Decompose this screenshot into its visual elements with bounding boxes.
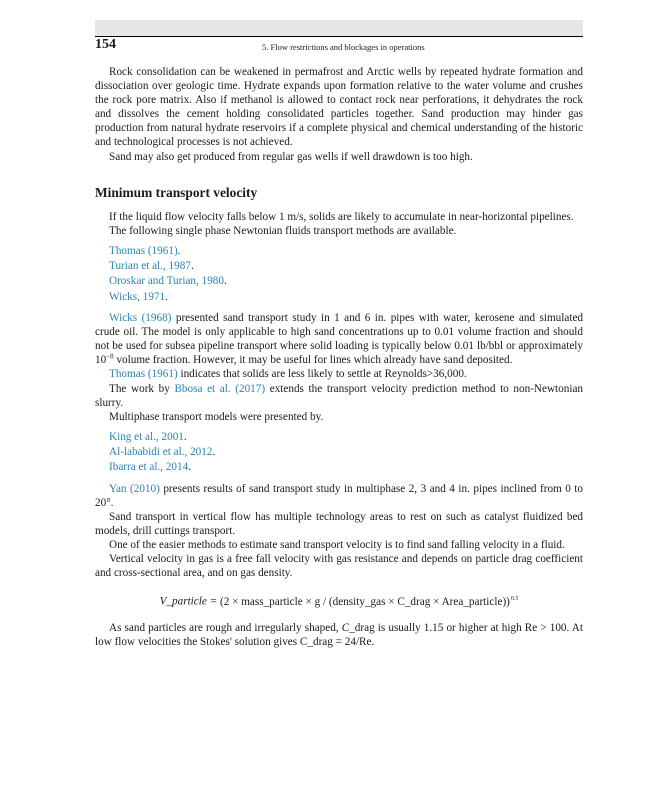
citation-link[interactable]: Bbosa et al. (2017) [174,382,266,395]
paragraph: The work by Bbosa et al. (2017) extends the transport velocity prediction method to non-Newtonian slurry. [95,382,584,409]
reference-item: King et al., 2001. [109,430,187,443]
reference-item: Turian et al., 1987. [109,260,194,273]
citation-link[interactable]: Al-lababidi et al., 2012 [109,446,213,459]
running-head: 5. Flow restrictions and blockages in operations [262,42,425,52]
paragraph: Rock consolidation can be weakened in permafrost and Arctic wells by repeated hydrate formation and dissociation over geologic time. Hydrate expands upon formation relative to the water volume and crushes the rock pore matrix. Also if methanol is allowed to contact rock near perforations, it dehydrates the rock and dissolves the cement holding consolidated particles together. Sand production may hinder gas production from natural hydrate reservoirs if a complete physical and chemical understanding of the historic and technological processes is not achieved. [95,66,583,149]
paragraph: If the liquid flow velocity falls below 1 m/s, solids are likely to accumulate in near-horizontal pipelines. [109,210,574,223]
citation-link[interactable]: Ibarra et al., 2014 [109,461,189,474]
paragraph: As sand particles are rough and irregularly shaped, C_drag is usually 1.15 or higher at high Re > 100. At low flow velocities the Stokes' solution gives C_drag = 24/Re. [95,622,583,649]
equation-lhs: V_particle = [159,596,220,609]
citation-link[interactable]: Wicks, 1971 [109,290,166,303]
citation-link[interactable]: Yan (2010) [109,482,160,495]
section-heading: Minimum transport velocity [95,184,258,200]
reference-list [95,244,583,305]
paragraph: The following single phase Newtonian fluids transport methods are available. [109,224,457,237]
reference-list [95,430,583,476]
reference-item: Oroskar and Turian, 1980. [109,275,227,288]
citation-link[interactable]: King et al., 2001 [109,430,184,443]
citation-link[interactable]: Wicks (1968) [109,312,172,325]
header-bar [95,20,583,36]
paragraph: One of the easier methods to estimate sand transport velocity is to find sand falling velocity in a fluid. [109,539,565,552]
paragraph: Multiphase transport models were presented by. [109,410,324,423]
page-number: 154 [95,37,116,52]
equation [95,592,583,609]
paragraph: Sand transport in vertical flow has multiple technology areas to rest on such as catalyst fluidized bed models, drill cuttings transport. [95,510,583,537]
reference-item: Ibarra et al., 2014. [109,461,192,474]
paragraph: Yan (2010) presents results of sand transport study in multiphase 2, 3 and 4 in. pipes inclined from 0 to 20°. [95,482,584,509]
header-rule [95,36,583,37]
paragraph: Sand may also get produced from regular gas wells if well drawdown is too high. [109,150,473,163]
paragraph: Thomas (1961) indicates that solids are less likely to settle at Reynolds>36,000. [109,368,467,381]
citation-link[interactable]: Thomas (1961) [109,244,178,257]
citation-link[interactable]: Oroskar and Turian, 1980 [109,275,224,288]
body-text [95,65,583,649]
equation-rhs: (2 × mass_particle × g / (density_gas × C_drag × Area_particle)) 0.5 [220,596,518,608]
paragraph: Wicks (1968) presented sand transport study in 1 and 6 in. pipes with water, kerosene and simulated crude oil. The model is only applicable to high sand concentrations up to 0.01 volume fraction and should not be used for subsea pipeline transport where solid loading is typically below 0.01 lb/bbl or approximately $10^{-8}$ volume fraction. However, it may be useful for lines which already have sand deposited. [95,312,583,367]
paragraph: Vertical velocity in gas is a free fall velocity with gas resistance and depends on particle drag coefficient and cross-sectional area, and on gas density. [95,553,583,580]
citation-link[interactable]: Turian et al., 1987 [109,260,191,273]
reference-item: Al-lababidi et al., 2012. [109,446,216,459]
reference-item: Wicks, 1971. [109,290,168,303]
citation-link[interactable]: Thomas (1961) [109,368,178,381]
reference-item: Thomas (1961). [109,244,181,257]
